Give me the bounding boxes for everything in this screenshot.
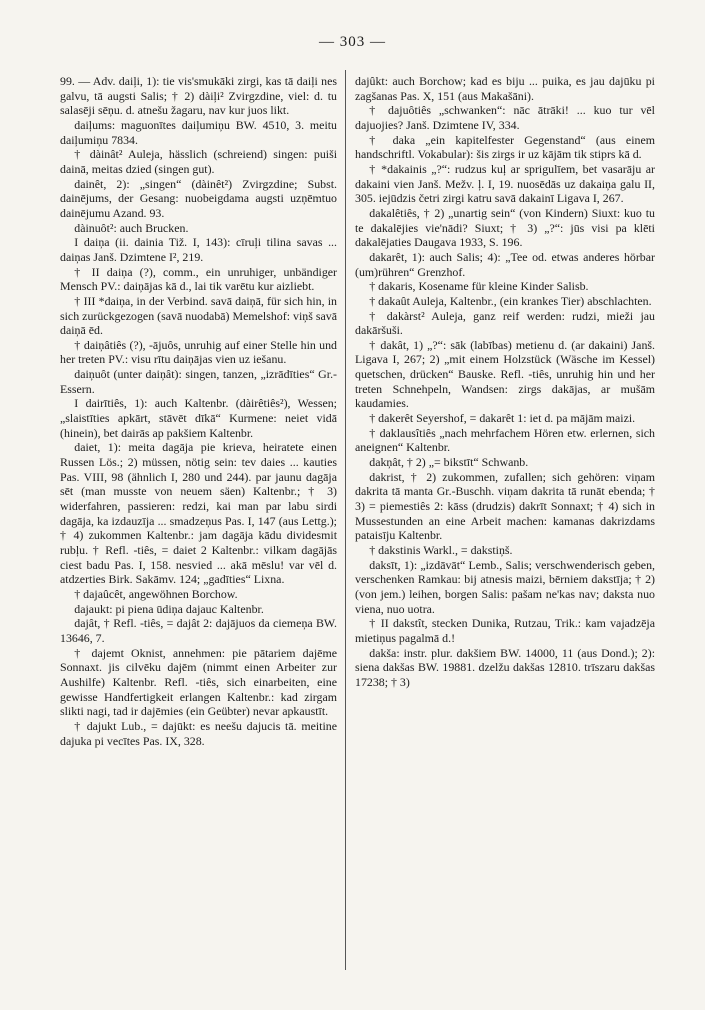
dictionary-entry: I dairītiês, 1): auch Kaltenbr. (dàirêtiês²), Wessen; „slaistīties apkārt, stāvēt dīkā“ Kurmene: neiet vidā (hinein), bet dairās ap pakšiem Kaltenbr. (60, 396, 337, 440)
dictionary-entry: dajât, † Refl. -tiês, = dajât 2: dajājuos da ciemeņa BW. 13646, 7. (60, 616, 337, 645)
right-column (355, 74, 655, 690)
dictionary-entry: dakņât, † 2) „= bikstīt“ Schwanb. (369, 455, 529, 470)
dictionary-entry: † dakaût Auleja, Kaltenbr., (ein krankes Tier) abschlachten. (369, 293, 652, 308)
dictionary-entry: † II dakstît, stecken Dunika, Rutzau, Trik.: kam vajadzēja mietiņus pagalmā d.! (355, 616, 655, 645)
dictionary-entry: † dajuôtiês „schwanken“: nāc ātrāki! ... kuo tur vēl dajuojies? Janš. Dzimtene IV, 334. (355, 103, 655, 132)
dictionary-entry: † dakaris, Kosename für kleine Kinder Salisb. (369, 279, 589, 294)
dictionary-entry: dakalêtiês, † 2) „unartig sein“ (von Kindern) Siuxt: kuo tu te dakalējies vie'nādi? Siuxt; † 3) „?“: jūs visi pa klēti dakalējaties Daugava 1933, S. 196. (355, 205, 655, 250)
dictionary-entry: † II daiņa (?), comm., ein unruhiger, unbändiger Mensch PV.: daiņājas kā d., lai tik varētu kur aizliebt. (60, 264, 337, 294)
dictionary-entry: † daiņâtiês (?), -ājuôs, unruhig auf einer Stelle hin und her treten PV.: visu rītu daiņājas vien uz iešanu. (60, 337, 337, 367)
dictionary-entry: † dakât, 1) „?“: sāk (labības) metienu d. (ar dakaini) Janš. Ligava I, 267; 2) „mit einem Holzstück (Wäsche im Kessel) quetschen, drücken“ Bauske. Refl. -tiês, unruhig hin und her treten Schnehpeln, Wandsen: zirgs dakājas, ar mušām kaudamies. (355, 337, 655, 411)
dictionary-entry: dakša: instr. plur. dakšiem BW. 14000, 11 (aus Dond.); 2): siena dakšas BW. 19881. dzelžu dakšas 12810. trīszaru dakšas 17238; † 3) (355, 645, 655, 689)
dictionary-entry: † dajaûcêt, angewöhnen Borchow. (74, 586, 238, 601)
dictionary-entry: † dàinât² Auleja, hässlich (schreiend) singen: puiši dainā, meitas dzied (singen gut). (60, 147, 337, 176)
dictionary-entry: † III *daiņa, in der Verbind. savā daiņā, für sich hin, in sich zurückgezogen (savā nuodabā) Memelshof: viņš savā daiņā ēd. (60, 293, 337, 338)
dictionary-entry: † dajukt Lub., = dajūkt: es neešu dajucis tā. meitine dajuka pi vecītes Pas. IX, 328. (60, 718, 337, 748)
dictionary-entry: daksīt, 1): „izdāvāt“ Lemb., Salis; verschwenderisch geben, verschenken Ramkau: bij atnesis maizi, bērniem dakstīja; † 2) (von jem.) leihen, borgen Salis: pašam ne'kas nav; daksta nuo viena, nuo uotra. (355, 557, 655, 616)
dictionary-entry: daiet, 1): meita dagāja pie krieva, heiratete einen Russen Lös.; 2) müssen, nötig sein: tev daies ... kauties Pas. VIII, 98 (ähnlich I, 280 und 244). par jaunu dagāja sēt (man musste von neuem säen) Kaltenbr.; † 3) widerfahren, passieren: redzi, kai man par labu sirdi dagāja, ka izdauzīja ... smadzeņus Pas. I, 147 (aus Lettg.); † 4) zukommen Kaltenbr.: jam dagāja kādu dividesmit rubļu. † Refl. -tiês, = daiet 2 Kaltenbr.: vilkam dagājās ciest badu Pas. I, 158. nesvied ... akā mēslu! var vēl d. atdzerties Birk. Sakāmv. 124; „gadīties“ Lixna. (60, 440, 337, 587)
dictionary-entry: † dajemt Oknist, annehmen: pie pātariem dajēme Sonnaxt. jis cilvēku dajēm (nimmt einen Arbeiter zur Aushilfe) Kaltenbr. Refl. -tiês, sich einarbeiten, eine gewisse Handfertigkeit erlangen Kaltenbr.: kad zirgam slikti nagi, tad ir dajēmies (ein Geübter) nevar apkaustīt. (60, 645, 337, 719)
dictionary-entry: daiļums: maguonītes daiļumiņu BW. 4510, 3. meitu daiļumiņu 7834. (60, 117, 337, 147)
dictionary-entry: † dakerêt Seyershof, = dakarêt 1: iet d. pa mājām maizi. (369, 411, 636, 426)
page-number: — 303 — (319, 34, 386, 50)
dictionary-entry: † daklausîtiês „nach mehrfachem Hören etw. erlernen, sich aneignen“ Kaltenbr. (355, 425, 655, 455)
dictionary-entry: † *dakainis „?“: rudzus kuļ ar sprigulīem, bet vasarāju ar dakaini vien Janš. Mežv. ļ. I, 19. nuosēdās uz dakaiņa galu II, 305. iejūdzis četri zirgi katru savā dakainī Ligava I, 267. (355, 161, 655, 206)
dictionary-entry: daiņuôt (unter daiņât): singen, tanzen, „izrādīties“ Gr.-Essern. (60, 367, 337, 396)
dictionary-entry: dakarêt, 1): auch Salis; 4): „Tee od. etwas anderes hörbar (um)rühren“ Grenzhof. (355, 249, 655, 279)
dictionary-entry: † dakstinis Warkl., = dakstiņš. (369, 543, 513, 557)
dictionary-entry: dajaukt: pi piena ūdiņa dajauc Kaltenbr. (74, 601, 264, 616)
dictionary-entry: † daka „ein kapitelfester Gegenstand“ (aus einem handschriftl. Vokabular): šis zirgs ir uz kājām tik stiprs kā d. (355, 132, 655, 162)
dictionary-entry: dainêt, 2): „singen“ (dàinêt²) Zvirgzdine; Subst. dainējums, der Gesang: nuobeigdama augsti uzņēmtuo dainējumu Azand. 93. (60, 176, 337, 220)
column-divider (345, 70, 346, 970)
dictionary-entry: I daiņa (ii. dainia Tiž. I, 143): cīruļi tilina savas ... daiņas Janš. Dzimtene I², 219. (60, 235, 337, 264)
dictionary-entry: 99. — Adv. daiļi, 1): tie vis'smukāki zirgi, kas tā daiļi nes galvu, tā augsti Salis; † 2) dàiļi² Zvirgzdine, viel: d. tu salasēji sēņu. d. atnešu žagaru, nav kur juos likt. (60, 74, 337, 118)
left-column (60, 74, 337, 748)
dictionary-entry: † dakàrst² Auleja, ganz reif werden: rudzi, mieži jau dakāršuši. (355, 308, 655, 338)
dictionary-entry: dàinuôt²: auch Brucken. (74, 220, 189, 235)
dictionary-entry: dakrist, † 2) zukommen, zufallen; sich gehören: viņam dakrita tā manta Gr.-Buschh. viņam dakrita tā runāt ebenda; † 3) = piemestiês 2: kāss (drudzis) dakrīt Sonnaxt; † 4) sich in Mussestunden an eine Arbeit machen: kamanas dakrizdams pataisīju Kaltenbr. (355, 469, 655, 543)
dictionary-entry: dajûkt: auch Borchow; kad es biju ... puika, es jau dajūku pi zagšanas Pas. X, 151 (aus Makašāni). (355, 74, 655, 103)
